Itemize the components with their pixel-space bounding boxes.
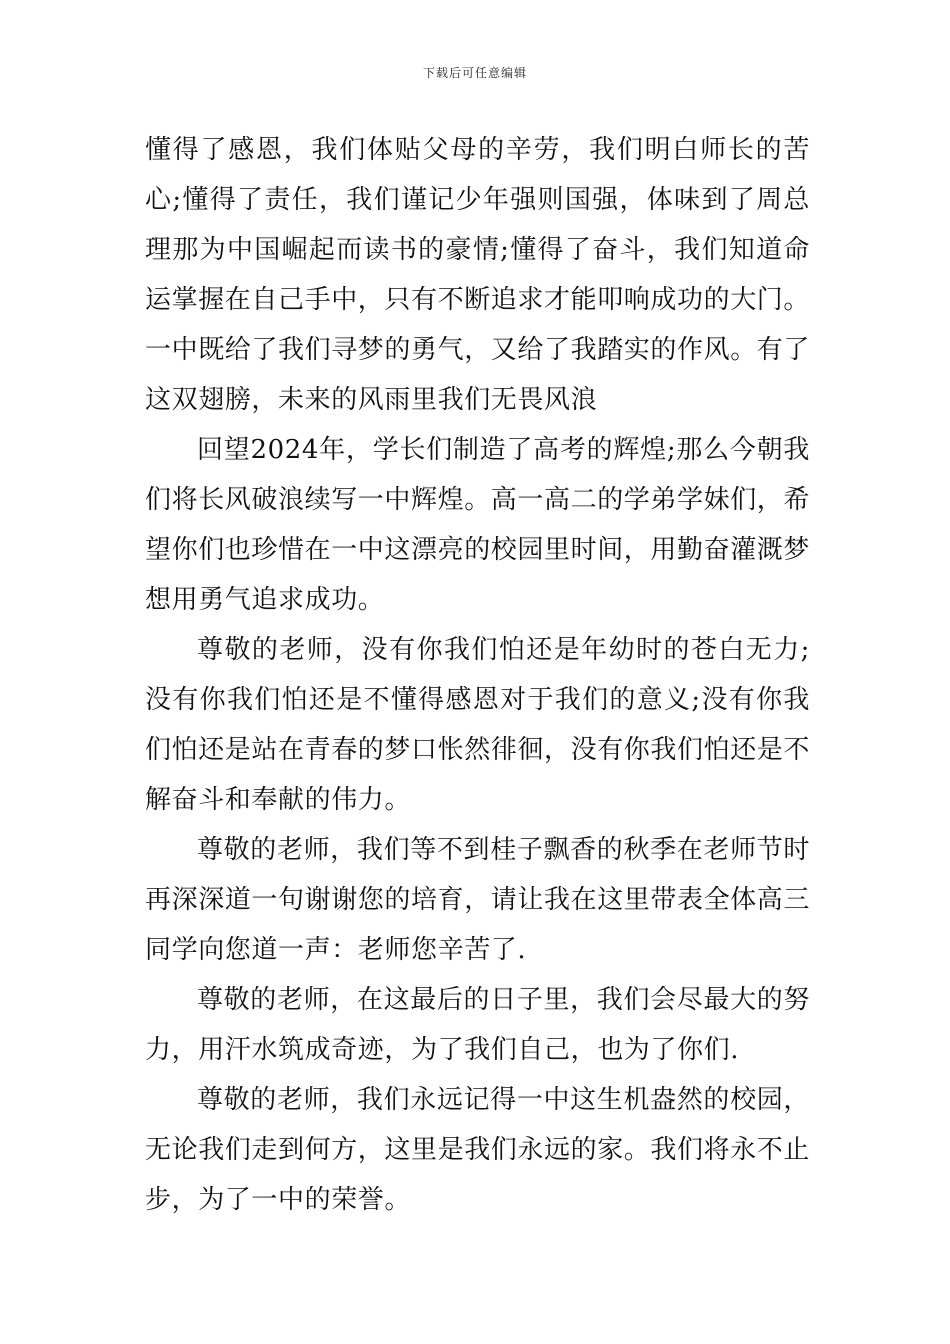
paragraph-final-days: 尊敬的老师，在这最后的日子里，我们会尽最大的努力，用汗水筑成奇迹，为了我们自己，也为了你们. bbox=[145, 985, 810, 1065]
document-body bbox=[145, 125, 810, 1225]
paragraph-looking-back: 回望2024年，学长们制造了高考的辉煌;那么今朝我们将长风破浪续写一中辉煌。高一高二的学弟学妹们，希望你们也珍惜在一中这漂亮的校园里时间，用勤奋灌溉梦想用勇气追求成功。 bbox=[145, 435, 811, 615]
paragraph-remember-campus: 尊敬的老师，我们永远记得一中这生机盎然的校园，无论我们走到何方，这里是我们永远的家。我们将永不止步，为了一中的荣誉。 bbox=[145, 1085, 811, 1215]
page-header-note: 下载后可任意编辑 bbox=[422, 66, 527, 80]
paragraph-thanks-teachers: 尊敬的老师，我们等不到桂子飘香的秋季在老师节时再深深道一句谢谢您的培育，请让我在这里带表全体高三同学向您道一声：老师您辛苦了. bbox=[145, 835, 811, 965]
paragraph-gratitude: 懂得了感恩，我们体贴父母的辛劳，我们明白师长的苦心;懂得了责任，我们谨记少年强则国强，体味到了周总理那为中国崛起而读书的豪情;懂得了奋斗，我们知道命运掌握在自己手中，只有不断追求才能叩响成功的大门。一中既给了我们寻梦的勇气，又给了我踏实的作风。有了这双翅膀，未来的风雨里我们无畏风浪 bbox=[145, 135, 811, 415]
paragraph-without-you: 尊敬的老师，没有你我们怕还是年幼时的苍白无力;没有你我们怕还是不懂得感恩对于我们的意义;没有你我们怕还是站在青春的梦口怅然徘徊，没有你我们怕还是不解奋斗和奉献的伟力。 bbox=[145, 635, 811, 815]
